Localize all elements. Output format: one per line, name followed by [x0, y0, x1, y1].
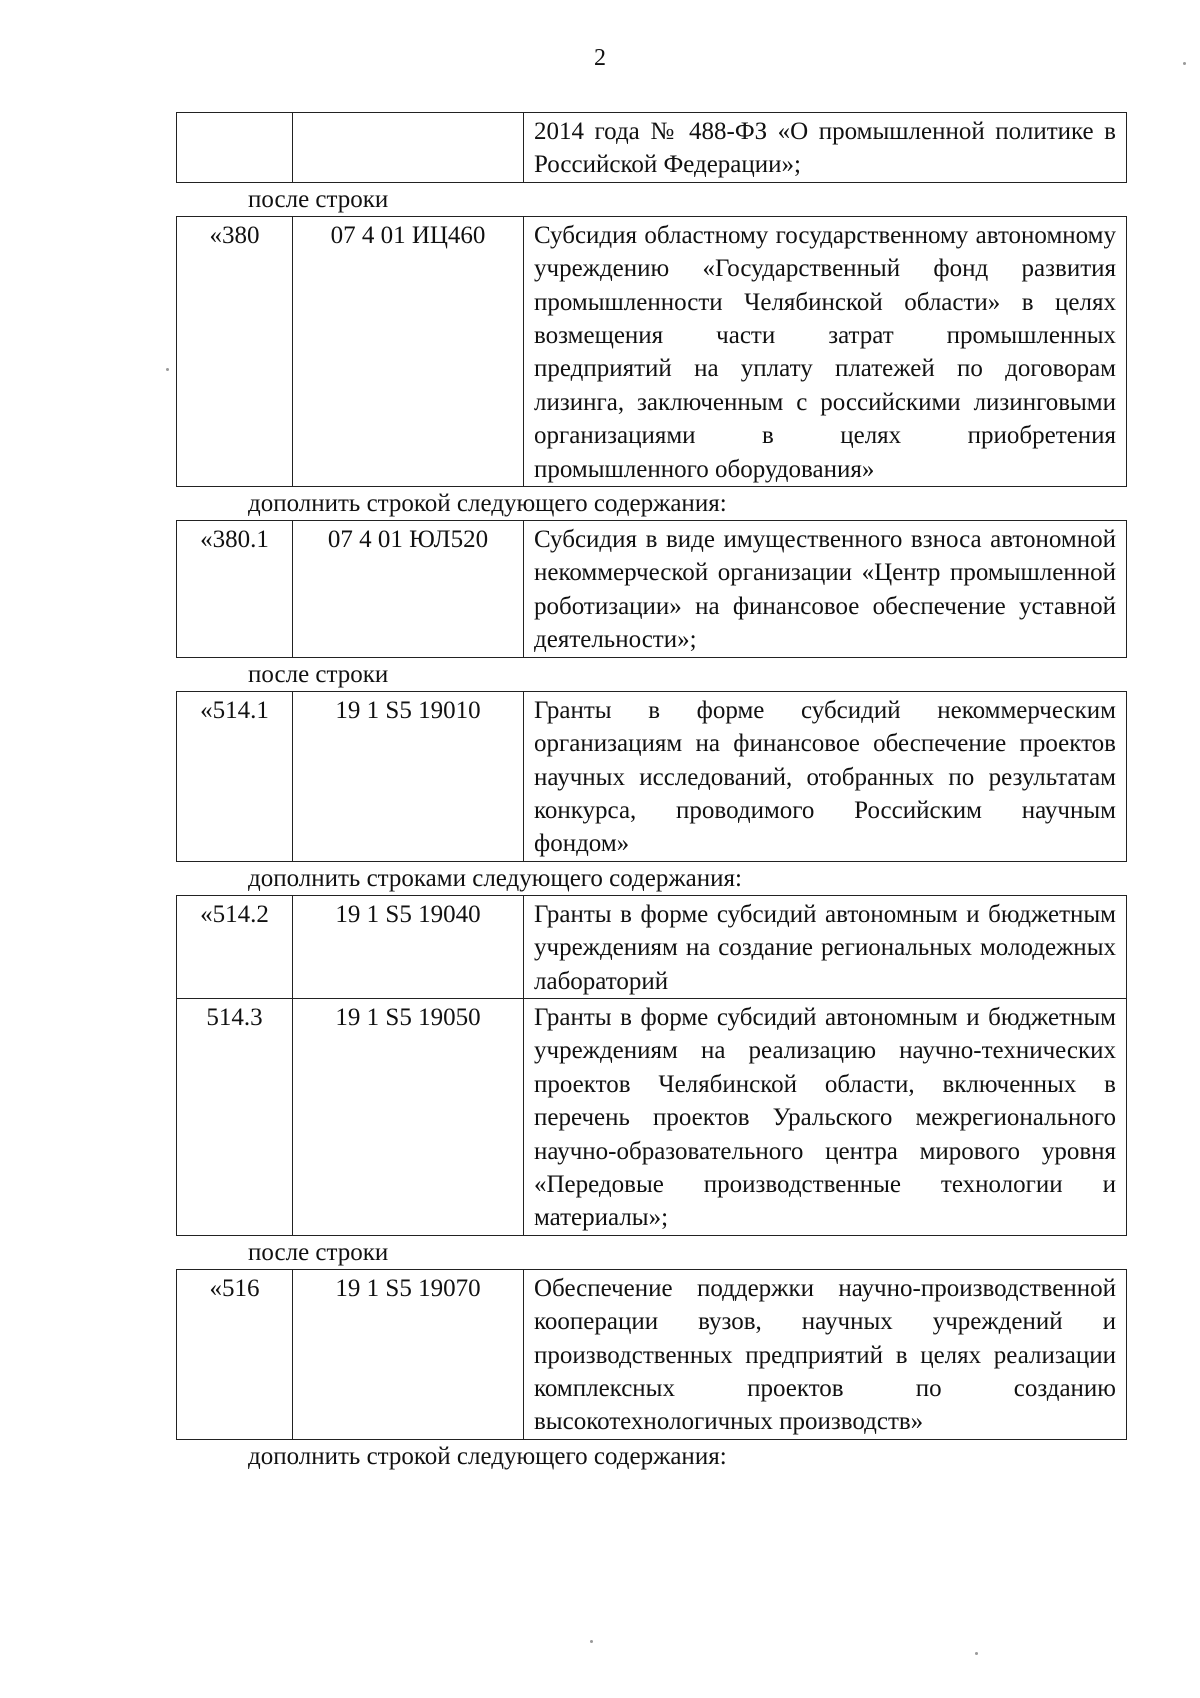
instruction-line: дополнить строкой следующего содержания: — [248, 490, 727, 518]
budget-table — [176, 895, 1127, 1236]
row-number: 514.3 — [177, 998, 293, 1235]
page-number: 2 — [594, 45, 606, 71]
budget-table — [176, 112, 1127, 183]
budget-code: 19 1 S5 19070 — [293, 1269, 524, 1439]
scan-speck — [590, 1640, 593, 1643]
document-body — [176, 112, 1126, 1473]
instruction-line: после строки — [248, 1238, 389, 1266]
row-number: «516 — [177, 1269, 293, 1439]
budget-table — [176, 1269, 1127, 1440]
budget-code: 19 1 S5 19040 — [293, 895, 524, 998]
row-number — [177, 113, 293, 183]
scan-speck — [975, 1652, 978, 1655]
table-row — [177, 691, 1127, 861]
table-row — [177, 998, 1127, 1235]
instruction-line: дополнить строками следующего содержания: — [248, 864, 742, 892]
table-row — [177, 113, 1127, 183]
instruction-line: дополнить строкой следующего содержания: — [248, 1442, 727, 1470]
budget-code: 07 4 01 ЮЛ520 — [293, 521, 524, 658]
budget-code: 19 1 S5 19010 — [293, 691, 524, 861]
table-row — [177, 1269, 1127, 1439]
scan-speck — [1183, 62, 1186, 65]
table-row — [177, 521, 1127, 658]
scan-speck — [166, 368, 169, 371]
table-row — [177, 216, 1127, 486]
budget-table — [176, 691, 1127, 862]
row-description: Субсидия в виде имущественного взноса автономной некоммерческой организации «Центр промышленной роботизации» на финансовое обеспечение уставной деятельности»; — [524, 521, 1127, 658]
row-description: Гранты в форме субсидий автономным и бюджетным учреждениям на реализацию научно-технических проектов Челябинской области, включенных в перечень проектов Уральского межрегионального научно-образовательного центра мирового уровня «Передовые производственные технологии и материалы»; — [524, 998, 1127, 1235]
budget-code — [293, 113, 524, 183]
row-description: 2014 года № 488-ФЗ «О промышленной политике в Российской Федерации»; — [524, 113, 1127, 183]
budget-code: 19 1 S5 19050 — [293, 998, 524, 1235]
row-number: «514.1 — [177, 691, 293, 861]
instruction-line: после строки — [248, 185, 389, 213]
row-number: «380 — [177, 216, 293, 486]
row-description: Субсидия областному государственному автономному учреждению «Государственный фонд развития промышленности Челябинской области» в целях возмещения части затрат промышленных предприятий на уплату платежей по договорам лизинга, заключенным с российскими лизинговыми организациями в целях приобретения промышленного оборудования» — [524, 216, 1127, 486]
instruction-line: после строки — [248, 660, 389, 688]
budget-code: 07 4 01 ИЦ460 — [293, 216, 524, 486]
row-description: Обеспечение поддержки научно-производственной кооперации вузов, научных учреждений и производственных предприятий в целях реализации комплексных проектов по созданию высокотехнологичных производств» — [524, 1269, 1127, 1439]
table-row — [177, 895, 1127, 998]
budget-table — [176, 216, 1127, 487]
row-description: Гранты в форме субсидий некоммерческим организациям на финансовое обеспечение проектов научных исследований, отобранных по результатам конкурса, проводимого Российским научным фондом» — [524, 691, 1127, 861]
row-number: «380.1 — [177, 521, 293, 658]
budget-table — [176, 520, 1127, 658]
row-description: Гранты в форме субсидий автономным и бюджетным учреждениям на создание региональных молодежных лабораторий — [524, 895, 1127, 998]
row-number: «514.2 — [177, 895, 293, 998]
